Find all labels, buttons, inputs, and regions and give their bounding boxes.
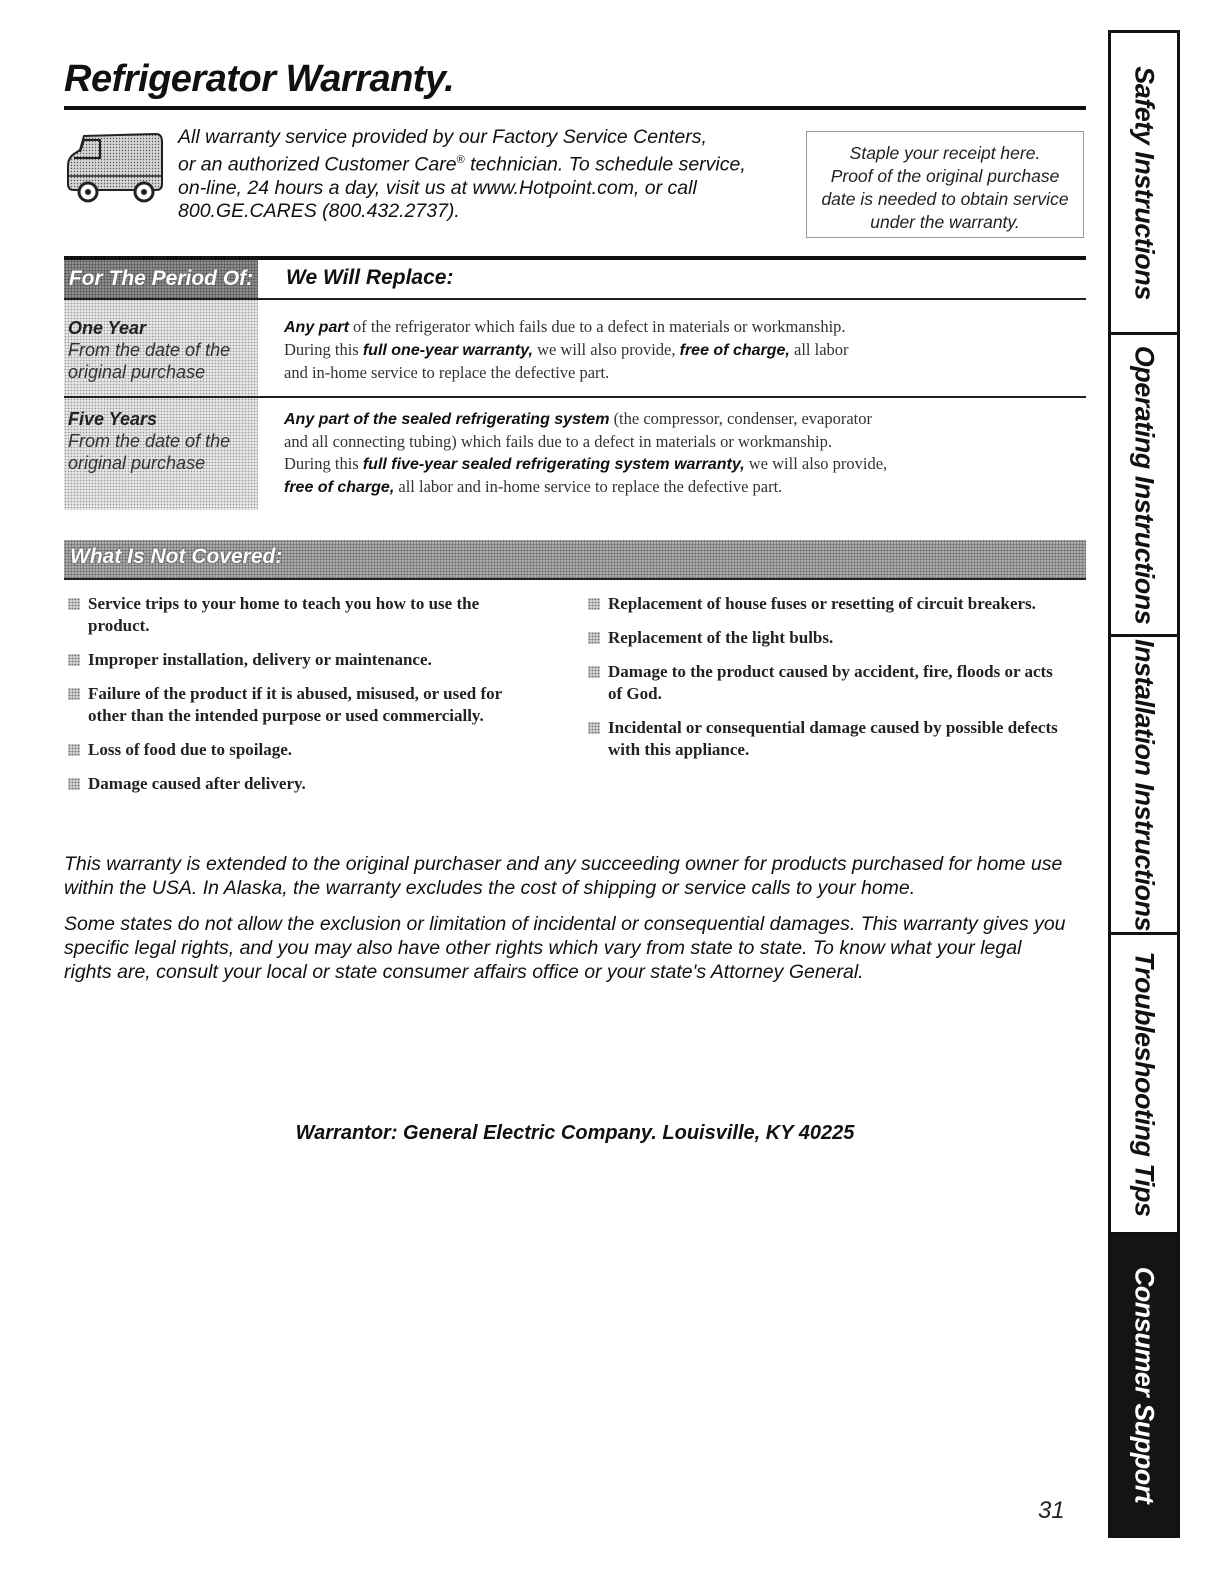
- period-one-year: One Year From the date of the original purchase: [68, 318, 231, 382]
- list-item: Damage caused after delivery.: [64, 773, 544, 795]
- bullet-icon: [68, 654, 80, 666]
- page-number: 31: [1038, 1497, 1065, 1524]
- list-item: Incidental or consequential damage caused by possible defects with this appliance.: [584, 717, 1064, 761]
- warrantor: Warrantor: General Electric Company. Louisville, KY 40225: [295, 1122, 855, 1144]
- tab-operating-instructions[interactable]: [1108, 332, 1180, 634]
- one-year-coverage: Any part of the refrigerator which fails due to a defect in materials or workmanship. During this full one-year warranty, we will also provide, free of charge, all labor and in-home service to replace the defective part.: [284, 317, 849, 382]
- not-covered-right: [584, 593, 1064, 773]
- service-van-icon: [64, 128, 168, 206]
- not-covered-header: What Is Not Covered:: [64, 540, 1086, 578]
- section-tabs: [1108, 30, 1180, 1538]
- tab-consumer-support[interactable]: [1108, 1232, 1180, 1538]
- tab-troubleshooting-tips[interactable]: [1108, 932, 1180, 1232]
- list-item: Replacement of the light bulbs.: [584, 627, 1064, 649]
- service-line: or an authorized Customer Care® technician. To schedule service,: [178, 153, 746, 176]
- header-rule: [64, 298, 1086, 300]
- bullet-icon: [68, 688, 80, 700]
- bullet-icon: [588, 722, 600, 734]
- list-item: Improper installation, delivery or maintenance.: [64, 649, 544, 671]
- service-line: on-line, 24 hours a day, visit us at www.Hotpoint.com, or call: [178, 176, 697, 199]
- row-rule: [64, 396, 1086, 398]
- title-rule: [64, 106, 1086, 110]
- bullet-icon: [588, 666, 600, 678]
- list-item: Loss of food due to spoilage.: [64, 739, 544, 761]
- five-year-coverage: Any part of the sealed refrigerating system (the compressor, condenser, evaporator and all connecting tubing) which fails due to a defect in materials or workmanship. During this full five-year sealed refrigerating system warranty, we will also provide, free of charge, all labor and in-home service to replace the defective part.: [284, 409, 888, 496]
- tab-label: Safety Instructions: [1129, 65, 1160, 300]
- tab-label: Operating Instructions: [1129, 345, 1160, 624]
- page-title: Refrigerator Warranty.: [64, 58, 455, 100]
- period-five-years: Five Years From the date of the original purchase: [68, 409, 231, 473]
- receipt-box: [806, 131, 1084, 238]
- period-header: For The Period Of:: [64, 260, 258, 298]
- replace-header: We Will Replace:: [286, 266, 454, 289]
- bullet-icon: [588, 598, 600, 610]
- not-covered-rule: [64, 578, 1086, 580]
- receipt-line: Proof of the original purchase: [830, 166, 1060, 186]
- list-item: Service trips to your home to teach you how to use the product.: [64, 593, 544, 637]
- list-item: Replacement of house fuses or resetting of circuit breakers.: [584, 593, 1064, 615]
- service-info: [178, 126, 798, 223]
- extension-paragraph: This warranty is extended to the original purchaser and any succeeding owner for products purchased for home use within the USA. In Alaska, the warranty excludes the cost of shipping or service calls to your home.: [64, 853, 1063, 899]
- bullet-icon: [68, 598, 80, 610]
- not-covered-left: [64, 593, 544, 807]
- service-line: All warranty service provided by our Factory Service Centers,: [178, 126, 707, 148]
- tab-label: Consumer Support: [1129, 1266, 1160, 1504]
- receipt-line: Staple your receipt here.: [849, 143, 1041, 163]
- tab-safety-instructions[interactable]: [1108, 30, 1180, 332]
- list-item: Damage to the product caused by accident, fire, floods or acts of God.: [584, 661, 1064, 705]
- legal-rights-paragraph: Some states do not allow the exclusion or limitation of incidental or consequential damages. This warranty gives you specific legal rights, and you may also have other rights which vary from state to state. To know what your legal rights are, consult your local or state consumer affairs office or your state's Attorney General.: [64, 913, 1066, 983]
- bullet-icon: [68, 744, 80, 756]
- tab-label: Troubleshooting Tips: [1129, 951, 1160, 1216]
- receipt-line: under the warranty.: [870, 212, 1020, 232]
- receipt-line: date is needed to obtain service: [821, 189, 1069, 209]
- bullet-icon: [68, 778, 80, 790]
- tab-installation-instructions[interactable]: [1108, 634, 1180, 932]
- service-line: 800.GE.CARES (800.432.2737).: [178, 199, 460, 222]
- tab-label: Installation Instructions: [1129, 638, 1160, 931]
- bullet-icon: [588, 632, 600, 644]
- list-item: Failure of the product if it is abused, misused, or used for other than the intended purpose or used commercially.: [64, 683, 544, 727]
